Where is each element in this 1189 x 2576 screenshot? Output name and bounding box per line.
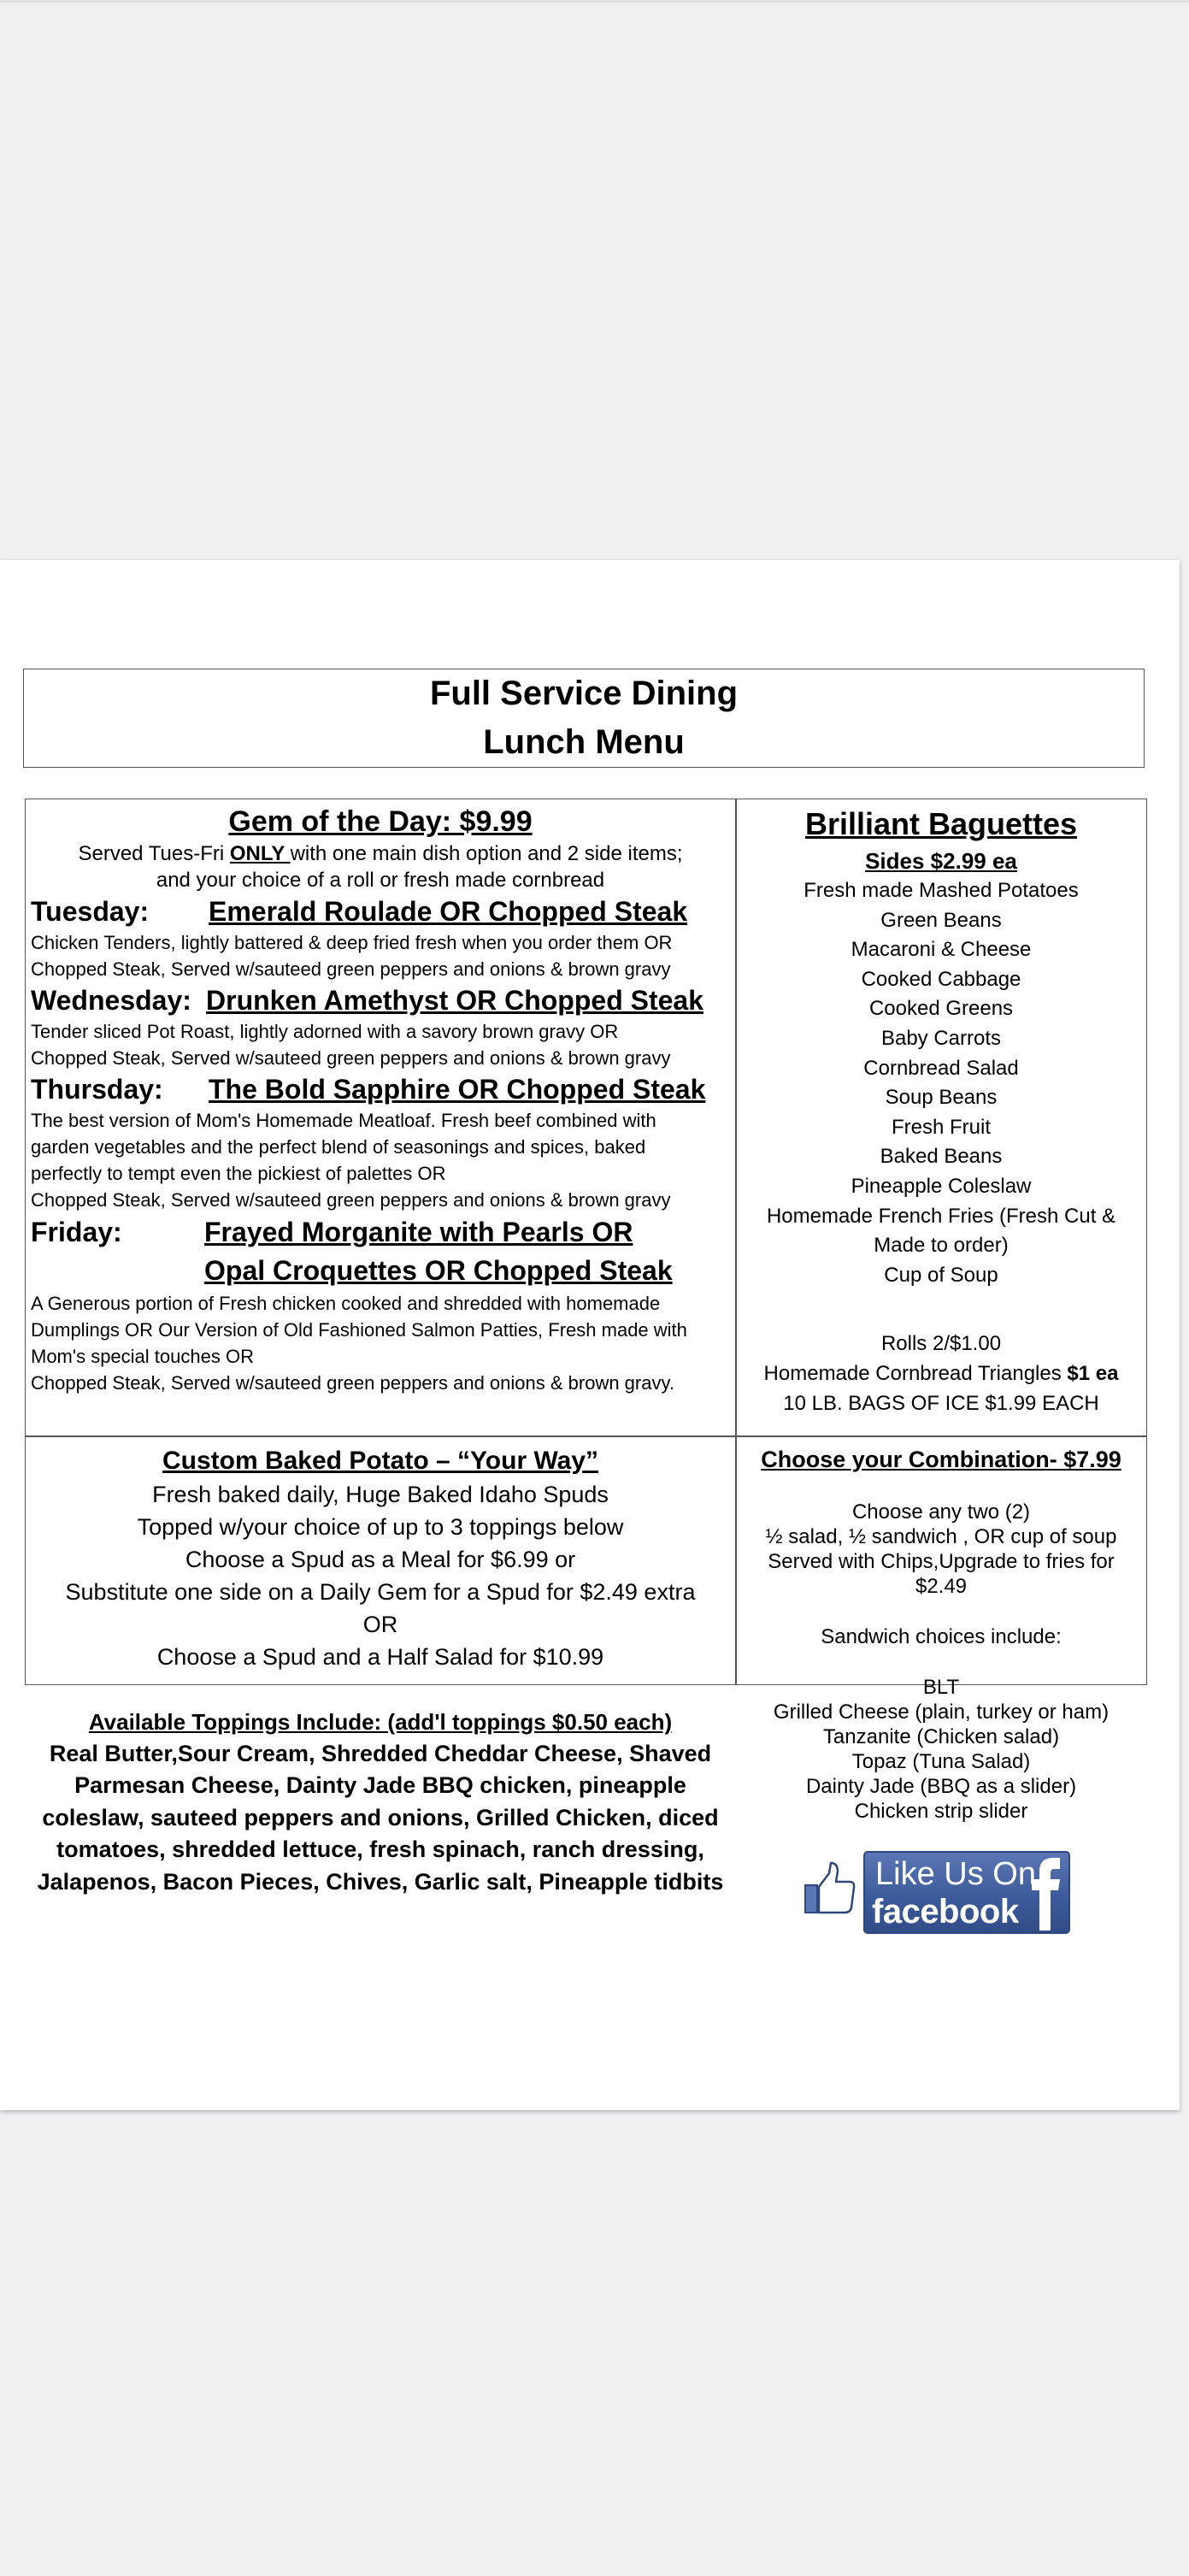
day-desc-line: Mom's special touches OR [31, 1346, 254, 1367]
toppings-line: Real Butter,Sour Cream, Shredded Cheddar Cheese, Shaved [49, 1741, 712, 1766]
day-desc-line: garden vegetables and the perfect blend of seasonings and spices, baked [31, 1136, 646, 1158]
sides-heading: Sides $2.99 ea [865, 848, 1017, 874]
thumbs-up-icon [803, 1861, 856, 1916]
day-desc-line: Chopped Steak, Served w/sauteed green peppers and onions & brown gravy [31, 1189, 671, 1211]
baguettes-cell [737, 799, 1145, 1435]
facebook-wordmark: facebook [872, 1893, 1019, 1931]
sandwich-heading: Sandwich choices include: [821, 1625, 1062, 1648]
day-tuesday [31, 893, 730, 982]
day-dish: Frayed Morganite with Pearls OR [204, 1217, 633, 1247]
side-item-fries-cont: Made to order) [874, 1234, 1009, 1258]
side-item: Baked Beans [880, 1145, 1003, 1169]
toppings-line: Jalapenos, Bacon Pieces, Chives, Garlic salt, Pineapple tidbits [37, 1868, 724, 1895]
sandwich-item: Dainty Jade (BBQ as a slider) [805, 1775, 1077, 1798]
intro-text: Served Tues-Fri [78, 842, 230, 865]
day-desc-line: Dumplings OR Our Version of Old Fashioned Salmon Patties, Fresh made with [31, 1319, 687, 1341]
facebook-f-icon [1027, 1854, 1062, 1931]
sandwich-item: Grilled Cheese (plain, turkey or ham) [773, 1701, 1110, 1724]
cornbread-amount: $1 ea [1067, 1361, 1119, 1385]
toppings-line: coleslaw, sauteed peppers and onions, Grilled Chicken, diced [42, 1804, 719, 1830]
day-desc-line: A Generous portion of Fresh chicken cooked and shredded with homemade [31, 1293, 661, 1314]
side-item: Pineapple Coleslaw [851, 1174, 1032, 1198]
sides-list [737, 876, 1145, 1290]
day-label: Thursday: [31, 1074, 163, 1105]
spud-line: Choose a Spud as a Meal for $6.99 or [185, 1547, 576, 1572]
day-desc-line: The best version of Mom's Homemade Meatloaf. Fresh beef combined with [31, 1110, 656, 1131]
sandwich-item: Chicken strip slider [854, 1800, 1028, 1823]
day-desc-line: Chopped Steak, Served w/sauteed green peppers and onions & brown gravy [31, 958, 671, 980]
menu-title: Full Service Dining [429, 675, 739, 712]
day-dish: Drunken Amethyst OR Chopped Steak [206, 985, 704, 1016]
combo-line: ½ salad, ½ sandwich , OR cup of soup [765, 1525, 1117, 1548]
sandwich-item: Topaz (Tuna Salad) [851, 1750, 1031, 1773]
spud-heading: Custom Baked Potato – “Your Way” [162, 1447, 599, 1475]
combo-line: Served with Chips,Upgrade to fries for [768, 1550, 1115, 1573]
rolls-price: Rolls 2/$1.00 [880, 1332, 1002, 1356]
spud-line: OR [362, 1612, 398, 1637]
spud-line: Substitute one side on a Daily Gem for a Spud for $2.49 extra [65, 1579, 696, 1605]
top-edge [0, 0, 1189, 3]
intro-text-post: with one main dish option and 2 side items; [290, 842, 683, 865]
menu-title-box [23, 669, 1145, 768]
combo-heading: Choose your Combination- $7.99 [761, 1447, 1121, 1472]
ice-price: 10 LB. BAGS OF ICE $1.99 EACH [783, 1391, 1099, 1415]
day-label: Friday: [31, 1217, 122, 1247]
day-thursday [31, 1071, 730, 1213]
day-desc-line: Chopped Steak, Served w/sauteed green peppers and onions & brown gravy [31, 1047, 671, 1069]
spud-line: Topped w/your choice of up to 3 toppings below [137, 1514, 624, 1540]
toppings-line: Parmesan Cheese, Dainty Jade BBQ chicken, pineapple [74, 1772, 686, 1799]
day-friday [31, 1213, 730, 1396]
baguettes-heading: Brilliant Baguettes [804, 806, 1078, 841]
toppings-heading: Available Toppings Include: (add'l toppings $0.50 each) [88, 1709, 673, 1735]
like-us-text: Like Us On [875, 1856, 1036, 1892]
cornbread-price [737, 1359, 1145, 1389]
gem-heading: Gem of the Day: $9.99 [228, 805, 533, 838]
side-item: Cornbread Salad [863, 1056, 1019, 1080]
side-item: Cooked Greens [868, 997, 1014, 1021]
gem-of-the-day-cell [26, 799, 735, 1435]
gem-intro [31, 840, 730, 867]
day-desc-line: Chopped Steak, Served w/sauteed green peppers and onions & brown gravy. [31, 1372, 674, 1394]
side-item: Fresh Fruit [891, 1115, 991, 1139]
toppings-line: tomatoes, shredded lettuce, fresh spinach, ranch dressing, [56, 1836, 704, 1863]
day-wednesday [31, 982, 730, 1071]
side-item: Soup Beans [885, 1086, 998, 1110]
side-item: Baby Carrots [880, 1026, 1002, 1050]
side-item-soup: Cup of Soup [884, 1263, 998, 1287]
side-item: Green Beans [880, 908, 1002, 932]
side-item: Fresh made Mashed Potatoes [803, 879, 1079, 902]
gem-intro-line2: and your choice of a roll or fresh made cornbread [156, 869, 605, 892]
day-dish: The Bold Sapphire OR Chopped Steak [209, 1074, 706, 1105]
sandwich-item: Tanzanite (Chicken salad) [822, 1725, 1060, 1748]
day-desc-line: Tender sliced Pot Roast, lightly adorned with a savory brown gravy OR [31, 1021, 619, 1042]
combo-line: Choose any two (2) [851, 1500, 1031, 1524]
facebook-logo-box [863, 1851, 1070, 1934]
baked-potato-cell [26, 1437, 735, 1895]
side-item-fries: Homemade French Fries (Fresh Cut & [766, 1204, 1116, 1228]
combination-cell [737, 1437, 1145, 1823]
cornbread-label: Homemade Cornbread Triangles [763, 1361, 1068, 1385]
side-item: Cooked Cabbage [861, 967, 1021, 991]
side-item: Macaroni & Cheese [851, 938, 1032, 962]
intro-only: ONLY [229, 842, 291, 865]
day-dish-continued: Opal Croquettes OR Chopped Steak [204, 1255, 673, 1286]
menu-subtitle: Lunch Menu [483, 723, 685, 761]
combo-line: $2.49 [915, 1575, 968, 1598]
spud-line: Fresh baked daily, Huge Baked Idaho Spuds [152, 1482, 609, 1507]
day-label: Tuesday: [31, 896, 150, 927]
day-desc-line: Chicken Tenders, lightly battered & deep fried fresh when you order them OR [31, 932, 673, 953]
day-label: Wednesday: [31, 985, 191, 1016]
sandwich-item: BLT [922, 1676, 960, 1699]
spud-line: Choose a Spud and a Half Salad for $10.99 [156, 1644, 604, 1670]
day-desc-line: perfectly to tempt even the pickiest of palettes OR [31, 1163, 446, 1184]
day-dish: Emerald Roulade OR Chopped Steak [209, 896, 688, 927]
